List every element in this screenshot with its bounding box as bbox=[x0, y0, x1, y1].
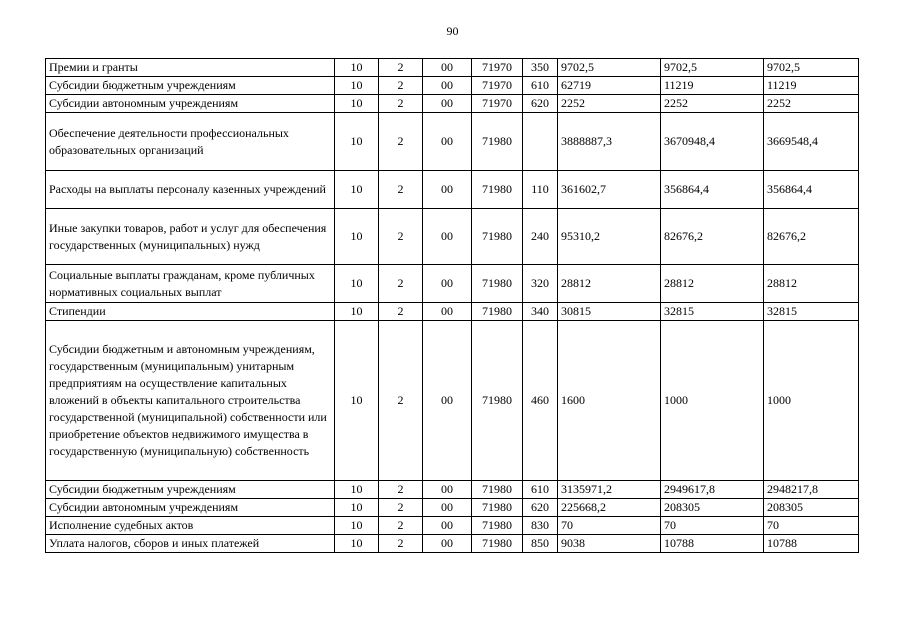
table-row bbox=[46, 77, 859, 95]
target-item-prefix: 00 bbox=[423, 77, 472, 95]
row-name: Субсидии бюджетным и автономным учреждениям, государственным (муниципальным) унитарным предприятиям на осуществление капитальных вложений в объекты капитального строительства государственной (муниципальной) собственности или приобретение объектов недвижимого имущества в государственную (муниципальную) собственность bbox=[46, 321, 335, 481]
expense-type-code: 240 bbox=[523, 209, 558, 265]
amount-year-3: 28812 bbox=[764, 265, 859, 303]
subsection-code: 2 bbox=[379, 95, 423, 113]
target-item-code: 71980 bbox=[472, 265, 523, 303]
amount-year-1: 225668,2 bbox=[558, 499, 661, 517]
target-item-code: 71980 bbox=[472, 535, 523, 553]
amount-year-1: 28812 bbox=[558, 265, 661, 303]
amount-year-3: 2252 bbox=[764, 95, 859, 113]
section-code: 10 bbox=[335, 59, 379, 77]
target-item-prefix: 00 bbox=[423, 59, 472, 77]
budget-table bbox=[45, 58, 859, 553]
amount-year-3: 70 bbox=[764, 517, 859, 535]
amount-year-3: 11219 bbox=[764, 77, 859, 95]
section-code: 10 bbox=[335, 303, 379, 321]
amount-year-2: 10788 bbox=[661, 535, 764, 553]
target-item-code: 71980 bbox=[472, 113, 523, 171]
row-name: Субсидии автономным учреждениям bbox=[46, 95, 335, 113]
amount-year-3: 208305 bbox=[764, 499, 859, 517]
table-row bbox=[46, 321, 859, 481]
row-name: Субсидии бюджетным учреждениям bbox=[46, 77, 335, 95]
row-name: Стипендии bbox=[46, 303, 335, 321]
table-row bbox=[46, 59, 859, 77]
table-row bbox=[46, 171, 859, 209]
table-row bbox=[46, 481, 859, 499]
section-code: 10 bbox=[335, 535, 379, 553]
table-row bbox=[46, 95, 859, 113]
subsection-code: 2 bbox=[379, 265, 423, 303]
subsection-code: 2 bbox=[379, 535, 423, 553]
table-row bbox=[46, 517, 859, 535]
expense-type-code: 850 bbox=[523, 535, 558, 553]
amount-year-1: 9038 bbox=[558, 535, 661, 553]
expense-type-code: 620 bbox=[523, 499, 558, 517]
subsection-code: 2 bbox=[379, 499, 423, 517]
table-row bbox=[46, 535, 859, 553]
subsection-code: 2 bbox=[379, 321, 423, 481]
target-item-prefix: 00 bbox=[423, 265, 472, 303]
row-name: Исполнение судебных актов bbox=[46, 517, 335, 535]
expense-type-code: 460 bbox=[523, 321, 558, 481]
amount-year-3: 2948217,8 bbox=[764, 481, 859, 499]
table-row bbox=[46, 499, 859, 517]
target-item-code: 71980 bbox=[472, 499, 523, 517]
amount-year-2: 1000 bbox=[661, 321, 764, 481]
expense-type-code: 610 bbox=[523, 77, 558, 95]
target-item-code: 71980 bbox=[472, 517, 523, 535]
target-item-prefix: 00 bbox=[423, 113, 472, 171]
subsection-code: 2 bbox=[379, 481, 423, 499]
amount-year-1: 3888887,3 bbox=[558, 113, 661, 171]
target-item-code: 71980 bbox=[472, 171, 523, 209]
amount-year-3: 10788 bbox=[764, 535, 859, 553]
amount-year-1: 9702,5 bbox=[558, 59, 661, 77]
target-item-prefix: 00 bbox=[423, 481, 472, 499]
amount-year-2: 2252 bbox=[661, 95, 764, 113]
amount-year-1: 30815 bbox=[558, 303, 661, 321]
expense-type-code bbox=[523, 113, 558, 171]
amount-year-3: 82676,2 bbox=[764, 209, 859, 265]
expense-type-code: 340 bbox=[523, 303, 558, 321]
section-code: 10 bbox=[335, 265, 379, 303]
target-item-code: 71980 bbox=[472, 321, 523, 481]
amount-year-2: 82676,2 bbox=[661, 209, 764, 265]
target-item-prefix: 00 bbox=[423, 535, 472, 553]
amount-year-3: 3669548,4 bbox=[764, 113, 859, 171]
target-item-prefix: 00 bbox=[423, 517, 472, 535]
target-item-prefix: 00 bbox=[423, 171, 472, 209]
amount-year-1: 70 bbox=[558, 517, 661, 535]
table-row bbox=[46, 265, 859, 303]
amount-year-2: 70 bbox=[661, 517, 764, 535]
amount-year-3: 32815 bbox=[764, 303, 859, 321]
section-code: 10 bbox=[335, 77, 379, 95]
section-code: 10 bbox=[335, 499, 379, 517]
amount-year-3: 1000 bbox=[764, 321, 859, 481]
table-row bbox=[46, 209, 859, 265]
section-code: 10 bbox=[335, 113, 379, 171]
amount-year-1: 3135971,2 bbox=[558, 481, 661, 499]
section-code: 10 bbox=[335, 481, 379, 499]
row-name: Субсидии бюджетным учреждениям bbox=[46, 481, 335, 499]
subsection-code: 2 bbox=[379, 209, 423, 265]
subsection-code: 2 bbox=[379, 59, 423, 77]
amount-year-1: 2252 bbox=[558, 95, 661, 113]
amount-year-1: 62719 bbox=[558, 77, 661, 95]
target-item-code: 71970 bbox=[472, 95, 523, 113]
amount-year-1: 361602,7 bbox=[558, 171, 661, 209]
row-name: Иные закупки товаров, работ и услуг для обеспечения государственных (муниципальных) нужд bbox=[46, 209, 335, 265]
amount-year-2: 9702,5 bbox=[661, 59, 764, 77]
target-item-code: 71980 bbox=[472, 303, 523, 321]
amount-year-2: 11219 bbox=[661, 77, 764, 95]
amount-year-1: 95310,2 bbox=[558, 209, 661, 265]
row-name: Социальные выплаты гражданам, кроме публичных нормативных социальных выплат bbox=[46, 265, 335, 303]
target-item-prefix: 00 bbox=[423, 209, 472, 265]
page-number: 90 bbox=[446, 24, 459, 38]
row-name: Субсидии автономным учреждениям bbox=[46, 499, 335, 517]
amount-year-2: 28812 bbox=[661, 265, 764, 303]
subsection-code: 2 bbox=[379, 171, 423, 209]
subsection-code: 2 bbox=[379, 303, 423, 321]
subsection-code: 2 bbox=[379, 517, 423, 535]
expense-type-code: 320 bbox=[523, 265, 558, 303]
amount-year-2: 2949617,8 bbox=[661, 481, 764, 499]
expense-type-code: 830 bbox=[523, 517, 558, 535]
amount-year-2: 208305 bbox=[661, 499, 764, 517]
table-row bbox=[46, 113, 859, 171]
expense-type-code: 110 bbox=[523, 171, 558, 209]
target-item-prefix: 00 bbox=[423, 499, 472, 517]
target-item-code: 71970 bbox=[472, 59, 523, 77]
amount-year-1: 1600 bbox=[558, 321, 661, 481]
amount-year-3: 356864,4 bbox=[764, 171, 859, 209]
amount-year-2: 32815 bbox=[661, 303, 764, 321]
section-code: 10 bbox=[335, 95, 379, 113]
section-code: 10 bbox=[335, 209, 379, 265]
target-item-prefix: 00 bbox=[423, 95, 472, 113]
target-item-code: 71980 bbox=[472, 209, 523, 265]
expense-type-code: 610 bbox=[523, 481, 558, 499]
target-item-code: 71970 bbox=[472, 77, 523, 95]
target-item-prefix: 00 bbox=[423, 321, 472, 481]
amount-year-3: 9702,5 bbox=[764, 59, 859, 77]
row-name: Обеспечение деятельности профессиональных образовательных организаций bbox=[46, 113, 335, 171]
target-item-prefix: 00 bbox=[423, 303, 472, 321]
row-name: Премии и гранты bbox=[46, 59, 335, 77]
expense-type-code: 350 bbox=[523, 59, 558, 77]
table-row bbox=[46, 303, 859, 321]
target-item-code: 71980 bbox=[472, 481, 523, 499]
expense-type-code: 620 bbox=[523, 95, 558, 113]
row-name: Расходы на выплаты персоналу казенных учреждений bbox=[46, 171, 335, 209]
section-code: 10 bbox=[335, 517, 379, 535]
amount-year-2: 3670948,4 bbox=[661, 113, 764, 171]
subsection-code: 2 bbox=[379, 113, 423, 171]
subsection-code: 2 bbox=[379, 77, 423, 95]
section-code: 10 bbox=[335, 321, 379, 481]
amount-year-2: 356864,4 bbox=[661, 171, 764, 209]
section-code: 10 bbox=[335, 171, 379, 209]
row-name: Уплата налогов, сборов и иных платежей bbox=[46, 535, 335, 553]
